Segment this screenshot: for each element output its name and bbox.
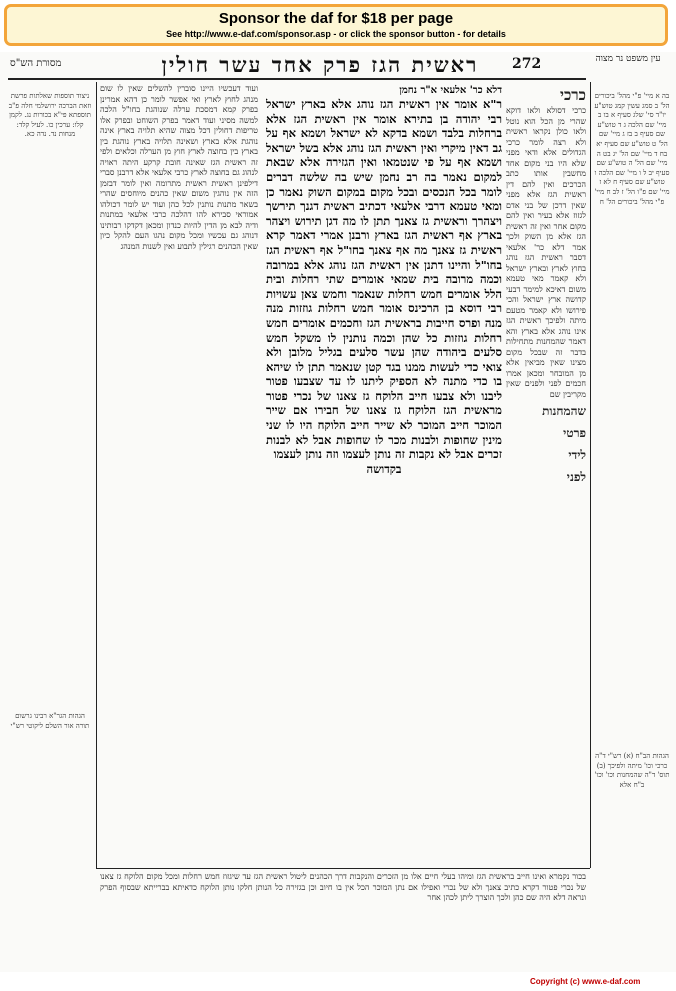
sponsor-banner[interactable] xyxy=(4,4,668,46)
rashi-dibur-5: לפני xyxy=(566,470,586,484)
gemara-column xyxy=(266,84,502,864)
sponsor-link-text[interactable]: See http://www.e-daf.com/sponsor.asp - or click the sponsor button - for details xyxy=(166,29,506,39)
sponsor-title[interactable]: Sponsor the daf for $18 per page xyxy=(218,10,454,27)
bottom-rule xyxy=(96,868,590,869)
rashi-dibur-hamatchil: כרכי xyxy=(560,86,586,104)
column-divider-right xyxy=(590,82,591,868)
gemara-text: ר"א אומר אין ראשית הגז נוהג אלא בארץ ישראל רבי יהודה בן בתירא אומר אין ראשית הגז אלא ברחלות בלבד ושמא בדקא לא ישראל ושמא אף על גב דאין מיקרי ואין ראשית הגז נוהג אלא בשל ישראל ושמא אף על פי שנטמאו ואין הגזירה אלא שבאת למקום נאמר בה רב נחמן שיש בה שלשה דברים לומר בכל הנכסים ובכל מקום במקום השוק נאמר כן ומאי טעמא דרבי אלעאי דכתיב ראשית דגנך תירשך ויצהרך וראשית גז צאנך תתן לו מה דגן תירוש ויצהר בארץ אף ראשית הגז בארץ ורבנן אמרי דאמר קרא ראשית גז צאנך מה אף צאנך בחו"ל אף ראשית הגז בחו"ל והיינו דתנן אין ראשית הגז נוהג אלא במרובה וכמה מרובה בית שמאי אומרים שתי רחלות ובית הלל אומרים חמש רחלות שנאמר וחמש צאן עשויות רבי דוסא בן הרכינס אומר חמש רחלות גוזזות מנה מנה ופרס חייבות בראשית הגז וחכמים אומרים חמש רחלות גוזזות כל שהן וכמה נותנין לו משקל חמש סלעים ביהודה שהן עשר סלעים בגליל מלובן ולא צואי כדי לעשות ממנו בגד קטן שנאמר תתן לו שיהא בו כדי מתנה לא הספיק ליתנו לו עד שצבעו פטור ליבנו ולא צבעו חייב הלוקח גז צאנו של נכרי פטור מראשית הגז הלוקח גז צאנו של חבירו אם שייר המוכר חייב המוכר לא שייר חייב הלוקח היו לו שני מינין שחופות ולבנות מכר לו שחופות אבל לא לבנות זכרים אבל לא נקבות זה נותן לעצמו וזה נותן לעצמו xyxy=(266,97,502,462)
hagahot-notes: הגהות הב"ח (א) רש"י ד"ה כרכי וכו' מיתה ולפיכך (ב) תוס' ד"ה שהמחנות וכו' וכו' ב"ח אלא xyxy=(594,752,670,789)
rashi-dibur-4: לידי xyxy=(568,448,586,462)
rashi-dibur-2: שהמחנות xyxy=(542,404,586,418)
column-divider-left xyxy=(96,82,97,868)
header-rule xyxy=(8,78,586,80)
tosafot-column: ועוד דעכשיו היינו סוברין להשלים שאין לו שום מנהג לחוץ לארץ ואי אפשר לומר כן דהא אמרינן בפרק קמא דמסכת ערלה שנוהגת בחו"ל הלכה למשה מסיני ועוד דאמר בפרק השוחט ובפרק אלו טריפות דחולין דכל מצוה שהיא תלויה בארץ אינה נוהגת אלא בארץ ושאינה תלויה בארץ נוהגת בין בארץ בין בחוצה לארץ חוץ מן הערלה וכלאים ולפי זה ראשית הגז שאינה חובת קרקע היתה ראויה לנהוג גם בחוצה לארץ כרבי אלעאי אלא דרבנן סברי דילפינן ראשית ראשית מתרומה ואין לומר דבזמן הזה אין נוהגין משום שאין כהנים מיוחסים שהרי בשאר מתנות נותנין לכל כהן ועוד יש לומר דכולהו אמוראי סבירא להו דהלכה כרבי אלעאי במתנות ודיה לבא מן הדין להיות כנדון ומכאן דקדקו רבותינו דנוהג גם עכשיו ומכל מקום נהגו העם להקל כיון שאין הכהנים רגילין לתבוע ואין לשנות המנהג xyxy=(100,84,258,251)
margin-heading-left: מסורת הש"ס xyxy=(10,58,62,69)
rashi-dibur-3: פרטי xyxy=(563,426,586,440)
copyright-notice: Copyright (c) www.e-daf.com xyxy=(530,977,641,986)
margin-heading-right: עין משפט נר מצוה xyxy=(595,54,661,64)
gemara-first-line: דלא כר' אלעאי א"ר נחמן xyxy=(399,85,502,96)
bottom-commentary: בכור נקמרא ואינו חייב בראשית הגז ומיהו בעלי חיים אלו מן הזכרים והנקבות דרך הכהנים ליטול ראשית הגז עד שיגזוז חמש רחלות ומכל מקום הלוקח גז צאנו של נכרי פטור דקרא כתיב צאנך ולא של נכרי ואפילו אם נתן המוכר הכל אין בו חיוב וכן בגזירה כל הנותן חלקו נותן הלוקח כדאיתא בברייתא שבסוף הפרק ונראה דלא היה שם כהן ולכך הוצרך ליתן לכהן אחר xyxy=(100,872,586,902)
margin-notes-left-lower: הגהות הגר"א רבינו גרשום תורה אור השלם ליקוטי רש"י xyxy=(10,712,90,730)
talmud-page xyxy=(0,52,676,972)
ein-mishpat-notes: בה א מיי' פ"י מהל' ביכורים הל' ב סמג עשין קמג טוש"ע יו"ד סי' שלג סעיף א בו ב מיי' שם הלכה ג ד טוש"ע שם סעיף ב בז ג מיי' שם הל' ט טוש"ע שם סעיף יא בח ד מיי' שם הל' יג בט ה מיי' שם הל' ה טוש"ע שם סעיף יב ל ו מיי' שם הלכה ו טוש"ע שם סעיף ח לא ז מיי' שם פ"ו הל' ז לב ח מיי' פ"י מהל' ביכורים הל' ח xyxy=(594,92,670,206)
page-number: 272 xyxy=(512,56,542,72)
gemara-final-word: בקדושה xyxy=(366,461,402,476)
rashi-column xyxy=(506,84,586,864)
page-title: ראשית הגז פרק אחד עשר חולין xyxy=(161,52,479,77)
margin-notes-left: ניצוד תוספות שאלתות פרשת וזאת הברכה ירושלמי חלה פ"ב תוספתא פי"א בכורות נג. לקמן קלו: ערכין כו. לעיל קלד: מנחות נד. נדה כא. xyxy=(8,92,92,139)
rashi-text: כרכי דסולא ולאו דוקא שהרי מן הכל הוא נוטל ולאו כולן נקראו ראשית ולא רצה לומר כרכי הגדולים אלא ודאי מפני שלא היו בני מקום אחד מחשבין אותו כתב הכרכים ואין להם דין ראשית הגז אלא מפני שאין דרכן של בני אדם לגזוז אלא בעיר ואין להם מקום אחר ואין זה ראשית הגז אלא מן השוק ולכך אמר דלא כר' אלעאי דסבר ראשית הגז נוהג בחוץ לארץ ובארץ ישראל ולא קאמר מאי טעמא משום דאיכא למימר דבעי קדושה ארץ ישראל והכי פירושו ולא קאמר מטעם מיתה ולפיכך ראשית הגז אינו נוהג אלא בארץ והא דאמר שהמחנות מתחילות בדבר זה שבכל מקום מצינו שאין מביאין אלא מן המובחר ומכאן אמרו חכמים לפני ולפנים שאין מקריבין שם xyxy=(506,106,586,399)
